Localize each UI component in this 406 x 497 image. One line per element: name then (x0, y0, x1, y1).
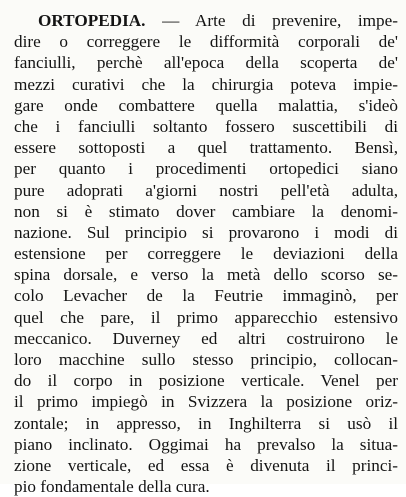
article-line-14: colo Levacher de la Feutrie immaginò, per (14, 286, 398, 306)
article-text (14, 10, 398, 497)
article-line-7: essere sottoposti a quel trattamento. Bensì, (14, 138, 398, 158)
article-line-9: pure adoprati a'giorni nostri pell'età adulta, (14, 180, 398, 200)
article-line-19: il primo impiegò in Svizzera la posizione oriz- (14, 392, 398, 412)
article-line-23: pio fondamentale della cura. (14, 477, 210, 497)
article-line-12: estensione per correggere le deviazioni della (14, 244, 398, 264)
article-line-15: quel che pare, il primo apparecchio estensivo (14, 307, 398, 327)
article-line-22: zione verticale, ed essa è divenuta il princi- (14, 455, 398, 475)
article-line-8: per quanto i procedimenti ortopedici siano (14, 159, 398, 179)
article-line-6: che i fanciulli soltanto fossero suscettibili di (14, 116, 398, 136)
article-line-1: ORTOPEDIA. — Arte di prevenire, impe- (38, 11, 398, 30)
article-line-17: loro macchine sullo stesso principio, collocan- (14, 350, 398, 369)
article-line-18: do il corpo in posizione verticale. Venel per (14, 371, 398, 391)
article-line-16: meccanico. Duverney ed altri costruirono le (14, 328, 398, 348)
article-line-3: fanciulli, perchè all'epoca della scoperta de' (14, 53, 398, 73)
article-line-13: spina dorsale, e verso la metà dello scorso se- (14, 265, 398, 285)
article-line-5: gare onde combattere quella malattia, s'ideò (14, 95, 398, 115)
article-line-20: zontale; in appresso, in Inghilterra si usò il (14, 413, 398, 433)
article-line-2: dire o correggere le difformità corporali de' (14, 32, 398, 52)
article-line-11: nazione. Sul principio si provarono i modi di (14, 222, 398, 242)
article-line-4: mezzi curativi che la chirurgia poteva impie- (14, 74, 398, 94)
article-line-10: non si è stimato dover cambiare la denomi- (14, 201, 398, 221)
article-heading: ORTOPEDIA. (38, 11, 146, 30)
article-line-21: piano inclinato. Oggimai ha prevalso la situa- (14, 434, 398, 454)
